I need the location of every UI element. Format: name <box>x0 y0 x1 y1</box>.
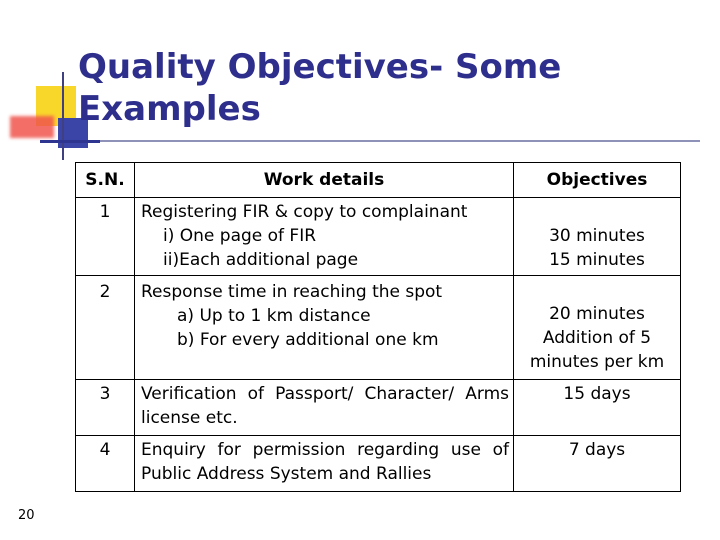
sn-value: 4 <box>99 440 111 460</box>
decor-vertical-line <box>62 72 64 160</box>
objective-value: 15 minutes <box>549 250 645 270</box>
work-cell <box>135 276 514 380</box>
header-sn: S.N. <box>76 163 135 198</box>
work-subitem: i) One page of FIR <box>163 226 317 246</box>
objective-value: 30 minutes <box>549 226 645 246</box>
objective-value: 15 days <box>563 384 631 404</box>
objective-cell <box>514 436 681 492</box>
page-number: 20 <box>18 508 35 523</box>
sn-cell <box>76 198 135 276</box>
work-cell <box>135 198 514 276</box>
objective-cell <box>514 198 681 276</box>
work-cell <box>135 436 514 492</box>
table-row <box>76 436 681 492</box>
work-text: Enquiry for permission regarding use of Public Address System and Rallies <box>141 440 509 484</box>
objective-value: 20 minutes <box>549 304 645 324</box>
work-cell <box>135 380 514 436</box>
table-row <box>76 380 681 436</box>
decor-accent-line <box>40 140 100 143</box>
sn-cell <box>76 276 135 380</box>
header-objectives: Objectives <box>514 163 681 198</box>
slide-title: Quality Objectives- Some Examples <box>78 47 562 129</box>
header-work-details: Work details <box>135 163 514 198</box>
objective-value: 7 days <box>568 440 626 460</box>
work-subitem: ii)Each additional page <box>163 250 359 270</box>
sn-value: 2 <box>99 282 111 302</box>
objective-value: Addition of 5 <box>542 328 652 348</box>
work-subitem: b) For every additional one km <box>177 330 439 350</box>
decor-red-bar <box>10 116 54 138</box>
work-text: Response time in reaching the spot <box>141 282 443 302</box>
objective-cell <box>514 276 681 380</box>
table-row <box>76 276 681 380</box>
title-underline <box>40 140 700 142</box>
sn-value: 3 <box>99 384 111 404</box>
work-text: Verification of Passport/ Character/ Arms license etc. <box>141 384 509 428</box>
work-text: Registering FIR & copy to complainant <box>141 202 468 222</box>
objectives-table <box>75 162 681 492</box>
objective-cell <box>514 380 681 436</box>
sn-cell <box>76 436 135 492</box>
table-header-row <box>76 163 681 198</box>
sn-cell <box>76 380 135 436</box>
objective-value: minutes per km <box>529 352 665 372</box>
sn-value: 1 <box>99 202 111 222</box>
work-subitem: a) Up to 1 km distance <box>177 306 371 326</box>
table-row <box>76 198 681 276</box>
